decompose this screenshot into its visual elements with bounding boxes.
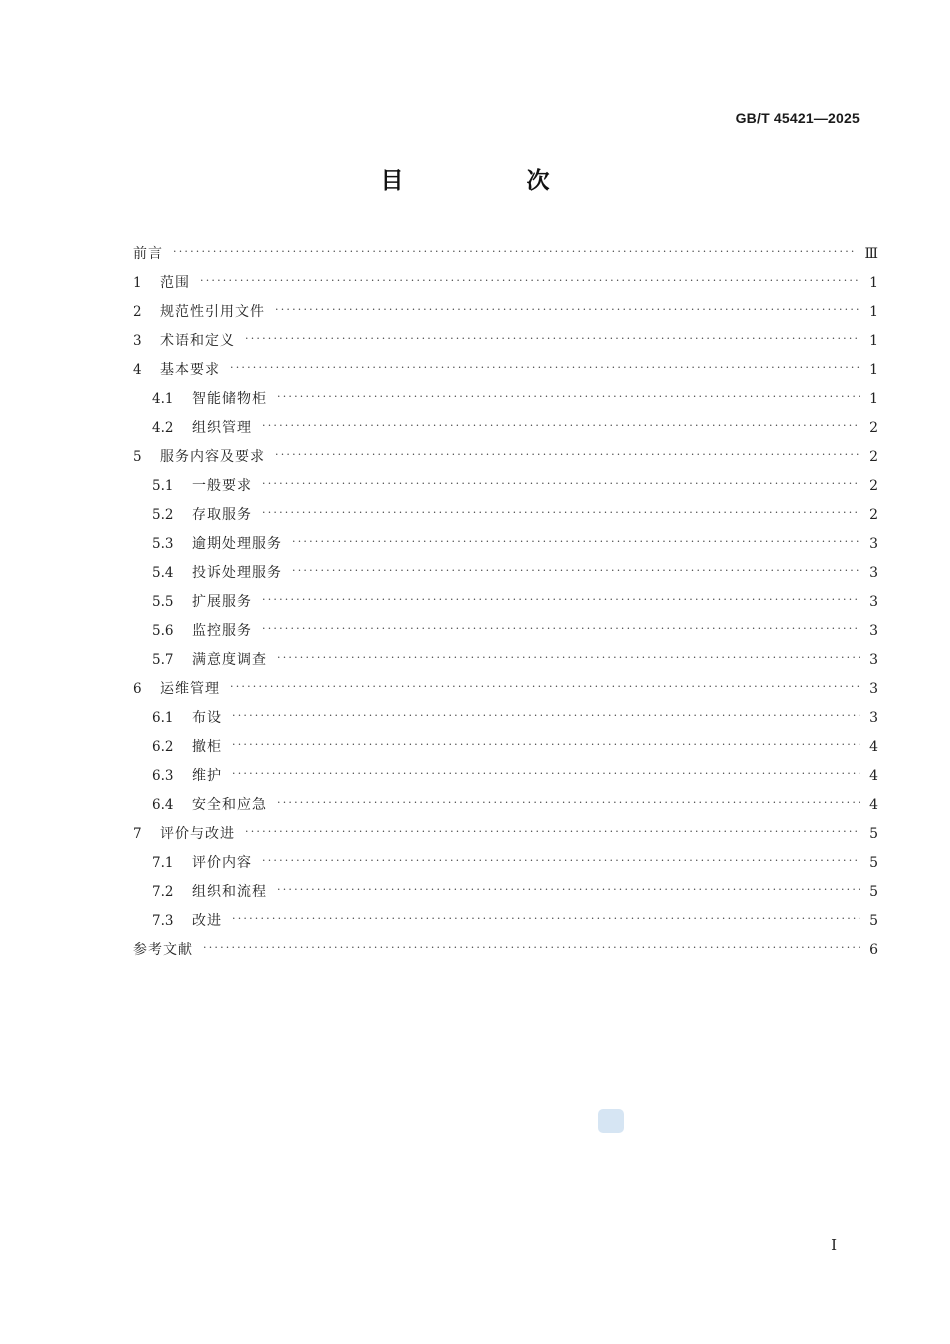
toc-leader-dots bbox=[277, 788, 860, 817]
toc-leader-dots bbox=[245, 324, 860, 353]
toc-entry-label: 扩展服务 bbox=[192, 594, 252, 610]
toc-entry-number: 4 bbox=[133, 362, 142, 378]
toc-entry-number: 4.1 bbox=[152, 391, 174, 407]
toc-entry-page: 3 bbox=[869, 710, 878, 726]
toc-entry-number: 6.4 bbox=[152, 797, 174, 813]
toc-entry[interactable] bbox=[133, 704, 878, 733]
toc-entry[interactable] bbox=[133, 907, 878, 936]
toc-entry-label: 参考文献 bbox=[133, 942, 193, 958]
toc-entry[interactable] bbox=[133, 762, 878, 791]
toc-leader-dots bbox=[262, 846, 860, 875]
toc-entry-page: 1 bbox=[869, 391, 878, 407]
toc-entry-label: 范围 bbox=[160, 275, 190, 291]
toc-entry-page: Ⅲ bbox=[864, 246, 878, 262]
toc-leader-dots bbox=[230, 672, 860, 701]
toc-leader-dots bbox=[262, 469, 860, 498]
toc-entry-page: 2 bbox=[869, 507, 878, 523]
toc-entry-number: 7.2 bbox=[152, 884, 174, 900]
toc-entry-number: 2 bbox=[133, 304, 142, 320]
toc-leader-dots bbox=[245, 817, 860, 846]
toc-entry-page: 1 bbox=[869, 275, 878, 291]
toc-entry-label: 满意度调查 bbox=[192, 652, 267, 668]
toc-entry[interactable] bbox=[133, 414, 878, 443]
toc-leader-dots bbox=[200, 266, 860, 295]
toc-entry[interactable] bbox=[133, 501, 878, 530]
toc-entry-number: 6.1 bbox=[152, 710, 174, 726]
toc-entry[interactable] bbox=[133, 733, 878, 762]
toc-leader-dots bbox=[262, 585, 860, 614]
toc-entry[interactable] bbox=[133, 472, 878, 501]
toc-entry-number: 7.1 bbox=[152, 855, 174, 871]
toc-entry-page: 4 bbox=[869, 739, 878, 755]
page-title: 目 次 bbox=[380, 168, 600, 194]
toc-entry[interactable] bbox=[133, 646, 878, 675]
toc-entry-label: 撤柜 bbox=[192, 739, 222, 755]
toc-entry-number: 5.5 bbox=[152, 594, 174, 610]
toc-entry-label: 评价与改进 bbox=[160, 826, 235, 842]
toc-entry-label: 规范性引用文件 bbox=[160, 304, 265, 320]
toc-entry[interactable] bbox=[133, 530, 878, 559]
toc-leader-dots bbox=[262, 498, 860, 527]
toc-entry-label: 术语和定义 bbox=[160, 333, 235, 349]
toc-entry-number: 5.6 bbox=[152, 623, 174, 639]
toc-entry-page: 5 bbox=[869, 913, 878, 929]
toc-entry[interactable] bbox=[133, 820, 878, 849]
toc-entry-label: 评价内容 bbox=[192, 855, 252, 871]
toc-entry[interactable] bbox=[133, 327, 878, 356]
toc-entry-page: 3 bbox=[869, 565, 878, 581]
toc-entry-number: 3 bbox=[133, 333, 142, 349]
toc-entry-number: 5.7 bbox=[152, 652, 174, 668]
toc-entry-number: 6.2 bbox=[152, 739, 174, 755]
toc-entry-number: 6 bbox=[133, 681, 142, 697]
toc-leader-dots bbox=[277, 382, 860, 411]
toc-entry-label: 基本要求 bbox=[160, 362, 220, 378]
toc-entry-label: 前言 bbox=[133, 246, 163, 262]
toc-entry-page: 4 bbox=[869, 797, 878, 813]
toc-entry[interactable] bbox=[133, 588, 878, 617]
toc-leader-dots bbox=[262, 411, 860, 440]
toc-entry[interactable] bbox=[133, 240, 878, 269]
toc-entry-number: 1 bbox=[133, 275, 142, 291]
toc-leader-dots bbox=[277, 643, 860, 672]
toc-entry[interactable] bbox=[133, 878, 878, 907]
toc-leader-dots bbox=[232, 701, 860, 730]
toc-entry[interactable] bbox=[133, 443, 878, 472]
toc-leader-dots bbox=[203, 933, 860, 962]
toc-entry[interactable] bbox=[133, 269, 878, 298]
toc-leader-dots bbox=[232, 759, 860, 788]
toc-entry-number: 7 bbox=[133, 826, 142, 842]
toc-leader-dots bbox=[292, 527, 860, 556]
toc-entry-page: 6 bbox=[869, 942, 878, 958]
toc-entry-label: 改进 bbox=[192, 913, 222, 929]
toc-entry[interactable] bbox=[133, 936, 878, 965]
toc-entry-label: 投诉处理服务 bbox=[192, 565, 282, 581]
toc-entry-page: 5 bbox=[869, 855, 878, 871]
toc-leader-dots bbox=[275, 295, 860, 324]
toc-leader-dots bbox=[277, 875, 860, 904]
toc-leader-dots bbox=[173, 237, 856, 266]
toc-entry[interactable] bbox=[133, 849, 878, 878]
toc-entry-label: 一般要求 bbox=[192, 478, 252, 494]
toc-leader-dots bbox=[275, 440, 860, 469]
toc-entry-page: 2 bbox=[869, 478, 878, 494]
toc-entry-page: 2 bbox=[869, 420, 878, 436]
toc-leader-dots bbox=[230, 353, 860, 382]
toc-entry-page: 3 bbox=[869, 623, 878, 639]
toc-entry[interactable] bbox=[133, 559, 878, 588]
toc-entry-label: 组织管理 bbox=[192, 420, 252, 436]
toc-entry-page: 3 bbox=[869, 652, 878, 668]
toc-entry-page: 1 bbox=[869, 362, 878, 378]
toc-entry[interactable] bbox=[133, 617, 878, 646]
toc-entry-label: 服务内容及要求 bbox=[160, 449, 265, 465]
toc-entry-number: 6.3 bbox=[152, 768, 174, 784]
toc-entry-label: 存取服务 bbox=[192, 507, 252, 523]
toc-entry[interactable] bbox=[133, 675, 878, 704]
table-of-contents bbox=[133, 240, 878, 965]
toc-entry-page: 3 bbox=[869, 536, 878, 552]
toc-entry-number: 5.1 bbox=[152, 478, 174, 494]
page-number: Ⅰ bbox=[831, 1236, 837, 1254]
toc-entry-number: 5 bbox=[133, 449, 142, 465]
toc-entry-number: 5.2 bbox=[152, 507, 174, 523]
toc-entry-label: 维护 bbox=[192, 768, 222, 784]
toc-entry-number: 5.3 bbox=[152, 536, 174, 552]
toc-leader-dots bbox=[232, 730, 860, 759]
toc-entry-label: 运维管理 bbox=[160, 681, 220, 697]
toc-entry-label: 布设 bbox=[192, 710, 222, 726]
toc-leader-dots bbox=[262, 614, 860, 643]
toc-entry[interactable] bbox=[133, 385, 878, 414]
toc-entry-page: 3 bbox=[869, 681, 878, 697]
toc-entry-label: 组织和流程 bbox=[192, 884, 267, 900]
toc-entry-page: 2 bbox=[869, 449, 878, 465]
toc-entry-page: 4 bbox=[869, 768, 878, 784]
toc-entry[interactable] bbox=[133, 791, 878, 820]
toc-entry-label: 监控服务 bbox=[192, 623, 252, 639]
toc-entry-page: 5 bbox=[869, 884, 878, 900]
toc-entry-label: 安全和应急 bbox=[192, 797, 267, 813]
toc-leader-dots bbox=[292, 556, 860, 585]
toc-entry-page: 3 bbox=[869, 594, 878, 610]
toc-entry-label: 逾期处理服务 bbox=[192, 536, 282, 552]
toc-entry-number: 4.2 bbox=[152, 420, 174, 436]
toc-entry-number: 7.3 bbox=[152, 913, 174, 929]
toc-entry-page: 5 bbox=[869, 826, 878, 842]
toc-leader-dots bbox=[232, 904, 860, 933]
toc-entry[interactable] bbox=[133, 356, 878, 385]
toc-entry-page: 1 bbox=[869, 333, 878, 349]
watermark-logo bbox=[598, 1109, 624, 1133]
toc-entry-number: 5.4 bbox=[152, 565, 174, 581]
toc-entry-page: 1 bbox=[869, 304, 878, 320]
toc-entry[interactable] bbox=[133, 298, 878, 327]
standard-code: GB/T 45421—2025 bbox=[735, 110, 860, 126]
toc-entry-label: 智能储物柜 bbox=[192, 391, 267, 407]
